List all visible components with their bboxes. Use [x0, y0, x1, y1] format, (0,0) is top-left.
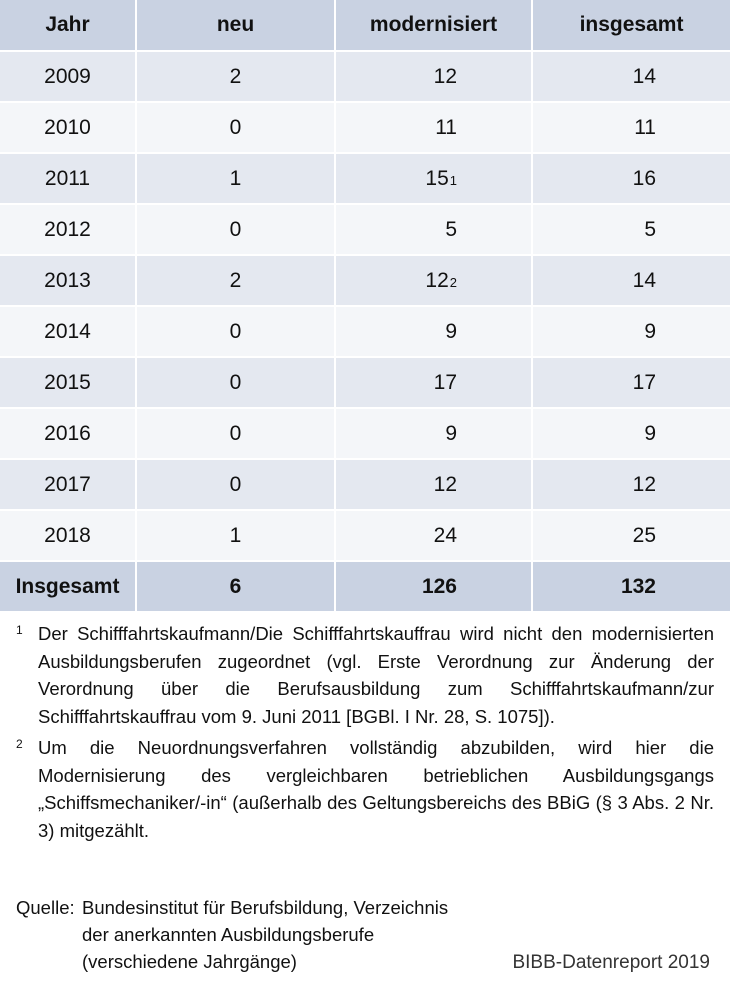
cell-modernisiert-value: 9 — [445, 319, 457, 343]
cell-neu-value: 0 — [229, 370, 242, 394]
cell-jahr — [0, 205, 137, 256]
cell-insgesamt-value: 14 — [632, 64, 656, 88]
cell-insgesamt-value: 25 — [632, 523, 656, 547]
cell-jahr-value: 2012 — [44, 217, 91, 241]
cell-insgesamt — [533, 103, 730, 154]
cell-insgesamt-value: 17 — [632, 370, 656, 394]
table-row — [0, 154, 730, 205]
cell-jahr-value: 2016 — [44, 421, 91, 445]
cell-neu — [137, 256, 336, 307]
cell-insgesamt — [533, 409, 730, 460]
report-credit: BIBB-Datenreport 2019 — [512, 952, 710, 973]
header-insgesamt: insgesamt — [533, 0, 730, 52]
source-line: (verschiedene Jahrgänge) — [82, 951, 297, 972]
table-row — [0, 460, 730, 511]
cell-neu — [137, 511, 336, 562]
cell-neu — [137, 307, 336, 358]
cell-insgesamt-value: 16 — [632, 166, 656, 190]
cell-insgesamt-value: 9 — [644, 421, 656, 445]
total-modernisiert: 126 — [336, 562, 533, 613]
cell-neu-value: 1 — [229, 523, 242, 547]
footnote-mark: 2 — [16, 737, 23, 751]
cell-jahr — [0, 460, 137, 511]
cell-modernisiert-value: 11 — [435, 115, 457, 139]
cell-modernisiert — [336, 52, 533, 103]
table-row — [0, 103, 730, 154]
cell-insgesamt — [533, 358, 730, 409]
cell-jahr — [0, 52, 137, 103]
cell-jahr-value: 2010 — [44, 115, 91, 139]
footnote-mark: 1 — [16, 623, 23, 637]
cell-modernisiert-value: 17 — [433, 370, 457, 394]
source-line: der anerkannten Ausbildungsberufe — [82, 924, 375, 945]
cell-modernisiert — [336, 358, 533, 409]
cell-neu — [137, 460, 336, 511]
cell-insgesamt — [533, 307, 730, 358]
cell-jahr-value: 2013 — [44, 268, 91, 292]
cell-insgesamt-value: 14 — [632, 268, 656, 292]
table-header-row — [0, 0, 730, 52]
cell-jahr — [0, 358, 137, 409]
cell-modernisiert-value: 12 — [433, 472, 457, 496]
cell-neu-value: 2 — [229, 64, 242, 88]
cell-neu — [137, 52, 336, 103]
cell-neu-value: 2 — [229, 268, 242, 292]
cell-neu-value: 0 — [229, 115, 242, 139]
cell-jahr — [0, 511, 137, 562]
cell-neu-value: 0 — [229, 421, 242, 445]
table-total-row — [0, 562, 730, 613]
table-row — [0, 52, 730, 103]
cell-jahr-value: 2015 — [44, 370, 91, 394]
header-neu: neu — [137, 0, 336, 52]
cell-modernisiert-value: 5 — [445, 217, 457, 241]
cell-modernisiert — [336, 103, 533, 154]
source-note — [16, 894, 448, 975]
footnote-reference: 1 — [449, 173, 457, 188]
cell-modernisiert — [336, 256, 533, 307]
cell-modernisiert — [336, 460, 533, 511]
cell-insgesamt — [533, 52, 730, 103]
cell-jahr — [0, 307, 137, 358]
cell-neu — [137, 358, 336, 409]
cell-neu — [137, 154, 336, 205]
header-jahr: Jahr — [0, 0, 137, 52]
total-insgesamt: 132 — [533, 562, 730, 613]
total-label: Insgesamt — [0, 562, 137, 613]
cell-jahr — [0, 409, 137, 460]
cell-jahr — [0, 256, 137, 307]
source-label: Quelle: — [16, 897, 75, 918]
cell-modernisiert-value: 24 — [433, 523, 457, 547]
footnote-text: Der Schifffahrtskaufmann/Die Schifffahrtskauffrau wird nicht den modernisierten Ausbildungsberufen zugeordnet (vgl. Erste Verordnung zur Änderung der Verordnung über die Berufsausbildung zum Schifffahrtskaufmann/zur Schifffahrtskauffrau vom 9. Juni 2011 [BGBl. I Nr. 28, S. 1075]). — [38, 623, 714, 727]
total-neu: 6 — [137, 562, 336, 613]
cell-insgesamt — [533, 154, 730, 205]
cell-insgesamt — [533, 460, 730, 511]
footnote-2 — [16, 734, 714, 844]
table-row — [0, 358, 730, 409]
cell-modernisiert — [336, 511, 533, 562]
cell-modernisiert — [336, 205, 533, 256]
footnote-reference: 2 — [449, 275, 457, 290]
cell-modernisiert-value: 9 — [445, 421, 457, 445]
cell-jahr-value: 2018 — [44, 523, 91, 547]
cell-neu — [137, 409, 336, 460]
cell-insgesamt-value: 11 — [634, 115, 656, 139]
cell-insgesamt — [533, 205, 730, 256]
table-row — [0, 205, 730, 256]
cell-neu-value: 1 — [229, 166, 242, 190]
cell-modernisiert-value: 12 — [425, 268, 449, 292]
cell-insgesamt — [533, 511, 730, 562]
cell-neu-value: 0 — [229, 217, 242, 241]
source-text — [82, 894, 448, 975]
cell-jahr-value: 2009 — [44, 64, 91, 88]
table-row — [0, 511, 730, 562]
cell-jahr-value: 2014 — [44, 319, 91, 343]
cell-insgesamt-value: 9 — [644, 319, 656, 343]
cell-neu — [137, 103, 336, 154]
cell-insgesamt — [533, 256, 730, 307]
cell-neu — [137, 205, 336, 256]
footnote-text: Um die Neuordnungsverfahren vollständig abzubilden, wird hier die Modernisierung des vergleichbaren betrieblichen Ausbildungsgangs „Schiffsmechaniker/-in“ (außerhalb des Geltungsbereichs des BBiG (§ 3 Abs. 2 Nr. 3) mitgezählt. — [38, 737, 714, 841]
cell-neu-value: 0 — [229, 319, 242, 343]
cell-modernisiert — [336, 307, 533, 358]
footnote-1 — [16, 620, 714, 730]
cell-jahr — [0, 154, 137, 205]
cell-modernisiert-value: 15 — [425, 166, 449, 190]
cell-jahr — [0, 103, 137, 154]
cell-modernisiert — [336, 409, 533, 460]
footnotes — [0, 620, 730, 848]
cell-jahr-value: 2011 — [44, 166, 91, 190]
table-row — [0, 307, 730, 358]
cell-insgesamt-value: 12 — [632, 472, 656, 496]
cell-neu-value: 0 — [229, 472, 242, 496]
source-line: Bundesinstitut für Berufsbildung, Verzeichnis — [82, 897, 449, 918]
table-row — [0, 409, 730, 460]
table-row — [0, 256, 730, 307]
cell-insgesamt-value: 5 — [644, 217, 656, 241]
cell-jahr-value: 2017 — [44, 472, 91, 496]
header-modernisiert: modernisiert — [336, 0, 533, 52]
cell-modernisiert — [336, 154, 533, 205]
cell-modernisiert-value: 12 — [433, 64, 457, 88]
